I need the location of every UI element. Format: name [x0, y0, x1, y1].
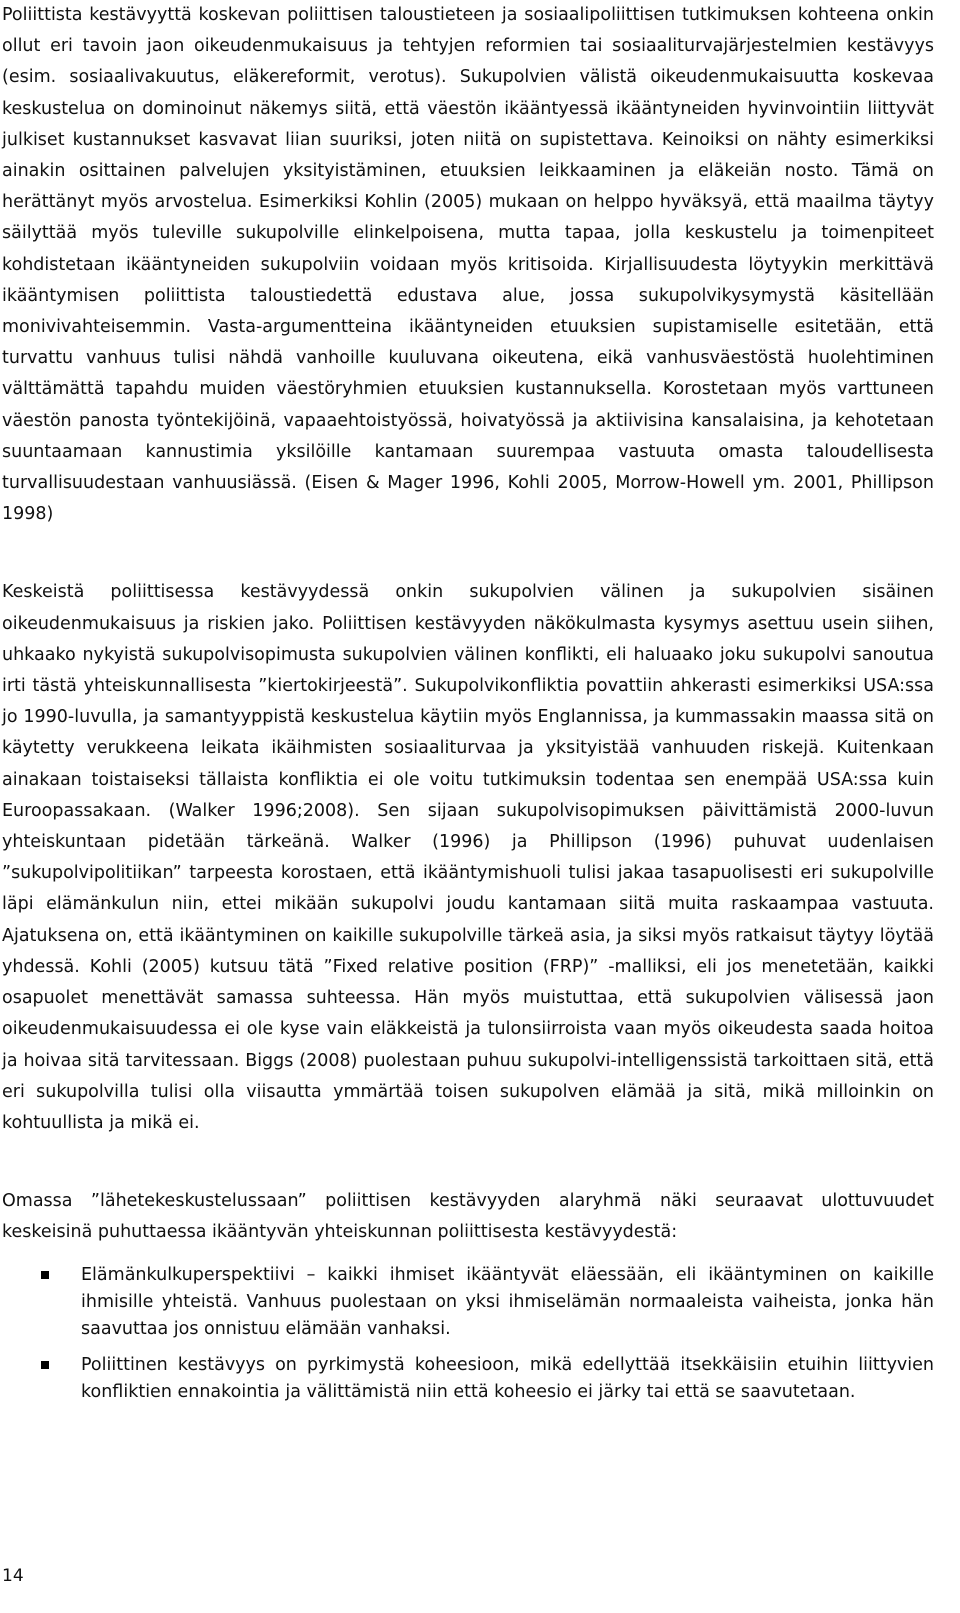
bullet-item [2, 1352, 934, 1407]
bullet-item-text: Elämänkulkuperspektiivi – kaikki ihmiset ikääntyvät eläessään, eli ikääntyminen on kaikille ihmisille yhteistä. Vanhuus puolestaan on yksi ihmiselämän normaaleista vaiheista, jonka hän saavuttaa jos onnistuu elämään vanhaksi. [81, 1264, 934, 1340]
square-bullet-icon [41, 1361, 49, 1369]
bullet-item [2, 1262, 934, 1344]
bullet-list [2, 1262, 934, 1407]
paragraph-3: Omassa ”lähetekeskustelussaan” poliittisen kestävyyden alaryhmä näki seuraavat ulottuvuudet keskeisinä puhuttaessa ikääntyvän yhteiskunnan poliittisesta kestävyydestä: [2, 1191, 934, 1243]
paragraph-1: Poliittista kestävyyttä koskevan poliittisen taloustieteen ja sosiaalipoliittisen tutkimuksen kohteena onkin ollut eri tavoin jaon oikeudenmukaisuus ja tehtyjen reformien tai sosiaaliturvajärjestelmien kestävyys (esim. sosiaalivakuutus, eläkereformit, verotus). Sukupolvien välistä oikeudenmukaisuutta koskevaa keskustelua on dominoinut näkemys siitä, että väestön ikääntyessä ikääntyneiden hyvinvointiin liittyvät julkiset kustannukset kasvavat liian suuriksi, joten niitä on supistettava. Keinoiksi on nähty esimerkiksi ainakin osittainen palvelujen yksityistäminen, etuuksien leikkaaminen ja eläkeiän nosto. Tämä on herättänyt myös arvostelua. Esimerkiksi Kohlin (2005) mukaan on helppo hyväksyä, että maailma täytyy säilyttää myös tuleville sukupolville elinkelpoisena, mutta tapaa, jolla keskustelu ja toimenpiteet kohdistetaan ikääntyneiden sukupolviin voidaan myös kritisoida. Kirjallisuudesta löytyykin merkittävä ikääntymisen poliittista taloustiedettä edustava alue, jossa sukupolvikysymystä käsitellään monivivahteisemmin. Vasta-argumentteina ikääntyneiden etuuksien supistamiselle esitetään, että turvattu vanhuus tulisi nähdä vanhoille kuuluvana oikeutena, eikä vanhusväestöstä huolehtiminen välttämättä tapahdu muiden väestöryhmien etuuksien kustannuksella. Korostetaan myös varttuneen väestön panosta työntekijöinä, vapaaehtoistyössä, hoivatyössä ja aktiivisina kansalaisina, ja kehotetaan suuntaamaan kannustimia yksilöille kantamaan suurempaa vastuuta omasta taloudellisesta turvallisuudestaan vanhuusiässä. (Eisen & Mager 1996, Kohli 2005, Morrow-Howell ym. 2001, Phillipson 1998) [2, 5, 934, 525]
square-bullet-icon [41, 1271, 49, 1279]
bullet-item-text: Poliittinen kestävyys on pyrkimystä koheesioon, mikä edellyttää itsekkäisiin etuihin liittyvien konfliktien ennakointia ja välittämistä niin että koheesio ei järky tai että se saavutetaan. [81, 1354, 934, 1403]
body-text [2, 0, 934, 1415]
page-number: 14 [2, 1566, 24, 1586]
paragraph-2: Keskeistä poliittisessa kestävyydessä onkin sukupolvien välinen ja sukupolvien sisäinen oikeudenmukaisuus ja riskien jako. Poliittisen kestävyyden näkökulmasta kysymys asettuu usein siihen, uhkaako nykyistä sukupolvisopimusta sukupolvien välinen konflikti, eli haluaako joku sukupolvi sanoutua irti tästä yhteiskunnallisesta ”kiertokirjeestä”. Sukupolvikonfliktia povattiin ahkerasti esimerkiksi USA:ssa jo 1990-luvulla, ja samantyyppistä keskustelua käytiin myös Englannissa, ja kummassakin maassa sitä on käytetty verukkeena leikata ikäihmisten sosiaaliturvaa ja yksityistää vanhuuden riskejä. Kuitenkaan ainakaan toistaiseksi tällaista konfliktia ei ole voitu tutkimuksin todentaa sen enempää USA:ssa kuin Euroopassakaan. (Walker 1996;2008). Sen sijaan sukupolvisopimuksen päivittämistä 2000-luvun yhteiskuntaan pidetään tärkeänä. Walker (1996) ja Phillipson (1996) puhuvat uudenlaisen ”sukupolvipolitiikan” tarpeesta korostaen, että ikääntymishuoli tulisi jakaa tasapuolisesti eri sukupolville läpi elämänkulun niin, ettei mikään sukupolvi joudu kantamaan siitä muita raskaampaa vastuuta. Ajatuksena on, että ikääntyminen on kaikille sukupolville tärkeä asia, ja siksi myös ratkaisut täytyy löytää yhdessä. Kohli (2005) kutsuu tätä ”Fixed relative position (FRP)” -malliksi, eli jos menetetään, kaikki osapuolet menettävät samassa suhteessa. Hän myös muistuttaa, että sukupolvien välisessä jaon oikeudenmukaisuudessa ei ole kyse vain eläkkeistä ja tulonsiirroista vaan myös oikeudesta saada hoitoa ja hoivaa sitä tarvitessaan. Biggs (2008) puolestaan puhuu sukupolvi-intelligenssistä tarkoittaen sitä, että eri sukupolvilla tulisi olla viisautta ymmärtää toisen sukupolven elämää ja sitä, mikä milloinkin on kohtuullista ja mikä ei. [2, 582, 934, 1133]
